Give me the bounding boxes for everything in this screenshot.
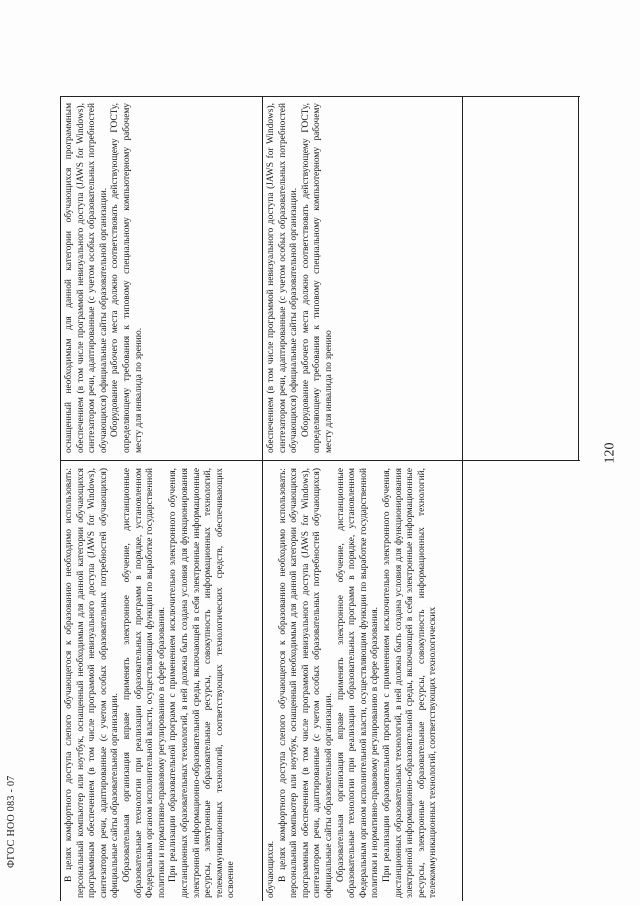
- text-column-1: [62, 463, 260, 903]
- paragraph: Оборудование рабочего места должно соответствовать действующему ГОСТу, определяющему требования к типовому специальному компьютерному рабочему месту для инвалида по зрению: [300, 103, 334, 453]
- page-number: 120: [602, 442, 618, 464]
- text-column-3: [62, 98, 260, 458]
- table-border-right-bottom: [462, 96, 463, 901]
- paragraph: При реализации образовательной программ с применением исключительно электронного обучения, дистанционных образовательных технологий, в ней должна быть создана условия для функционирования электронной информационно-образовательной среды, включающей в себя электронные информационные ресурсы, электронные образовательные ресурсы, совокупность информационных технологий, телекоммуникационных технологий, соответствующих технологических: [381, 468, 439, 898]
- paragraph: оснащенный необходимым для данной категории обучающихся программным обеспечением (в том числе программой невизуального доступа (JAWS for Windows), синтезатором речи, адаптированные (с учетом особых образовательных потребностей обучающихся) официальные сайты образовательной организации.: [64, 103, 109, 453]
- paragraph: В целях комфортного доступа слепого обучающегося к образованию необходимо использовать: персональный компьютер или ноутбук, оснащенный необходимым для данной категории обучающихся программным обеспечением (в том числе программой невизуального доступа (JAWS for Windows), синтезатором речи, адаптированные (с учетом особых образовательных потребностей обучающихся) официальные сайты образовательной организации.: [277, 468, 334, 898]
- document-footer: ФГОС НОО 083 - 07: [6, 775, 17, 868]
- paragraph: Оборудование рабочего места должно соответствовать действующему ГОСТу, определяющему требования к типовому специальному компьютерному рабочему месту для инвалида по зрению.: [110, 103, 144, 453]
- text-column-2: [264, 463, 462, 903]
- paragraph: При реализации образовательной программ с применением исключительно электронного обучения, дистанционных образовательных технологий, в ней должна быть создана условия для функционирования электронной информационно-образовательной среды, включающей в себя электронные информационные ресурсы, электронные образовательные ресурсы, совокупность информационных технологий, телекоммуникационных технологий, соответствующих технологических средств, обеспечивающих освоение: [168, 468, 237, 898]
- paragraph: обеспечением (в том числе программой невизуального доступа (JAWS for Windows), синтезатором речи, адаптированные (с учетом особых образовательных потребностей обучающихся) официальные сайты образовательной организации.: [266, 103, 300, 453]
- table-border-center: [462, 460, 580, 461]
- table-border-row-divider: [60, 460, 464, 461]
- paragraph: Образовательная организация вправе применять электронное обучение, дистанционные образовательные технологии при реализации образовательных программ в порядке, установленном Федеральным органом исполнительной власти, осуществляющим функции по выработке государственной политики и нормативно-правовому регулированию в сфере образования.: [121, 468, 167, 898]
- paragraph: В целях комфортного доступа слепого обучающегося к образованию необходимо использовать: персональный компьютер или ноутбук, оснащенный необходимым для данной категории обучающихся программным обеспечением (в том числе программой невизуального доступа (JAWS for Windows), синтезатором речи, адаптированные (с учетом особых образовательных потребностей обучающихся) официальные сайты образовательной организации.: [64, 468, 121, 898]
- paragraph: обучающихся.: [266, 840, 276, 898]
- text-column-4: [264, 98, 462, 458]
- table-border-right: [578, 96, 579, 460]
- paragraph: Образовательная организация вправе применять электронное обучение, дистанционные образовательные технологии при реализации образовательных программ в порядке, установленном Федеральным органом исполнительной власти, осуществляющим функции по выработке государственной политики и нормативно-правовому регулированию в сфере образования.: [335, 468, 381, 898]
